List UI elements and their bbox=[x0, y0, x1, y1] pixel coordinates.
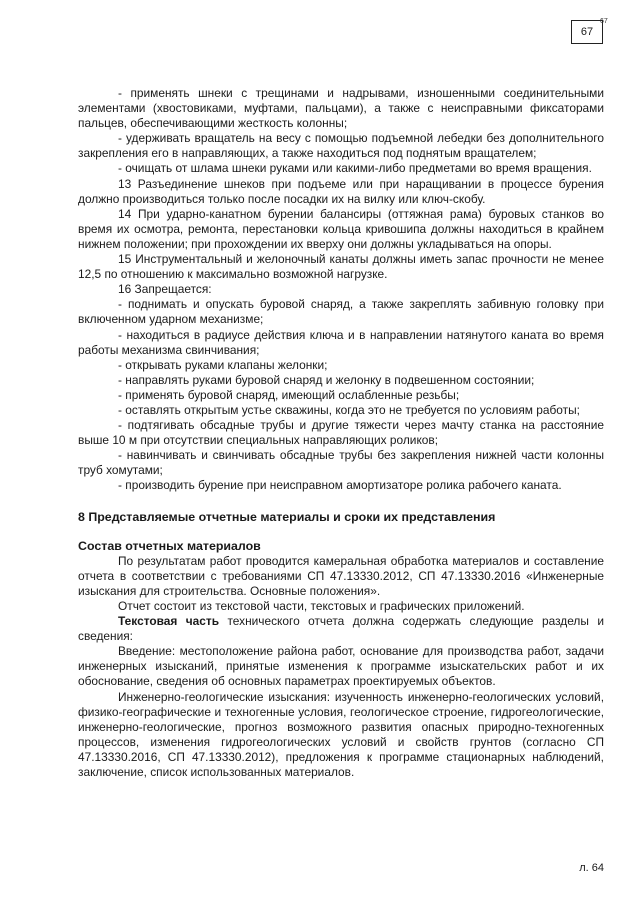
paragraph: Инженерно-геологические изыскания: изученность инженерно-геологических условий, физико-географические и техногенные условия, геологическое строение, гидрогеологические, инженерно-геологические, прогноз возможного развития опасных природно-техногенных процессов, изменения гидрогеологических условий и свойств грунтов (согласно СП 47.13330.2016, СП 47.13330.2012), предложения к программе стационарных наблюдений, заключение, список использованных материалов. bbox=[78, 689, 604, 780]
paragraph-rest: технического отчета должна содержать следующие разделы и сведения: bbox=[78, 614, 604, 644]
list-item: - применять шнеки с трещинами и надрывами, изношенными соединительными элементами (хвостовиками, муфтами, пальцами), а также с неисправными фиксаторами пальцев, обеспечивающими жесткость колонны; bbox=[78, 86, 604, 131]
list-item: - направлять руками буровой снаряд и желонку в подвешенном состоянии; bbox=[118, 372, 535, 387]
clause-14: 14 При ударно-канатном бурении балансиры (оттяжная рама) буровых станков во время их осмотра, ремонта, перестановки кольца кривошипа должны находиться в крайнем нижнем положении; при прохождении их вверху они должны укладываться на опоры. bbox=[78, 206, 604, 251]
paragraph: По результатам работ проводится камеральная обработка материалов и составление отчета в соответствии с требованиями СП 47.13330.2012, СП 47.13330.2016 «Инженерные изыскания для строительства. Основные положения». bbox=[78, 553, 604, 598]
list-item: - применять буровой снаряд, имеющий ослабленные резьбы; bbox=[118, 387, 460, 402]
clause-16: 16 Запрещается: bbox=[118, 282, 212, 297]
list-item: - подтягивать обсадные трубы и другие тяжести через мачту станка на расстояние выше 10 м при отсутствии специальных направляющих роликов; bbox=[78, 418, 604, 448]
clause-15: 15 Инструментальный и желоночный канаты должны иметь запас прочности не менее 12,5 по отношению к максимально возможной нагрузке. bbox=[78, 252, 604, 282]
list-item: - поднимать и опускать буровой снаряд, а также закреплять забивную головку при включенном ударном механизме; bbox=[78, 297, 604, 327]
bold-lead: Текстовая часть bbox=[118, 614, 220, 629]
page-number: 67 bbox=[580, 26, 594, 38]
list-item: - производить бурение при неисправном амортизаторе ролика рабочего каната. bbox=[118, 478, 562, 493]
clause-13: 13 Разъединение шнеков при подъеме или при наращивании в процессе бурения должно производиться только после посадки их на вилку или ключ-скобу. bbox=[78, 176, 604, 206]
document-body bbox=[78, 86, 604, 780]
list-item: - оставлять открытым устье скважины, когда это не требуется по условиям работы; bbox=[118, 402, 580, 417]
section-title: 8 Представляемые отчетные материалы и сроки их представления bbox=[78, 509, 496, 524]
paragraph bbox=[78, 614, 604, 644]
list-item: - очищать от шлама шнеки руками или какими-либо предметами во время вращения. bbox=[118, 161, 592, 176]
paragraph: Введение: местоположение района работ, основание для производства работ, задачи инженерных изысканий, принятые изменения к программе изыскательских работ и их обоснование, сведения об основных параметрах проектируемых объектов. bbox=[78, 644, 604, 689]
list-item: - навинчивать и свинчивать обсадные трубы без закрепления нижней части колонны труб хомутами; bbox=[78, 448, 604, 478]
page-number-box bbox=[571, 20, 603, 44]
subsection-title: Состав отчетных материалов bbox=[78, 538, 261, 553]
list-item: - находиться в радиусе действия ключа и в направлении натянутого каната во время работы механизма свинчивания; bbox=[78, 327, 604, 357]
paragraph: Отчет состоит из текстовой части, текстовых и графических приложений. bbox=[118, 599, 525, 613]
page-number-corner: 67 bbox=[600, 18, 608, 25]
footer-page-label: л. 64 bbox=[579, 862, 604, 874]
list-item: - открывать руками клапаны желонки; bbox=[118, 357, 328, 372]
list-item: - удерживать вращатель на весу с помощью подъемной лебедки без дополнительного закрепления его в направляющих, а также находиться под поднятым вращателем; bbox=[78, 131, 604, 161]
